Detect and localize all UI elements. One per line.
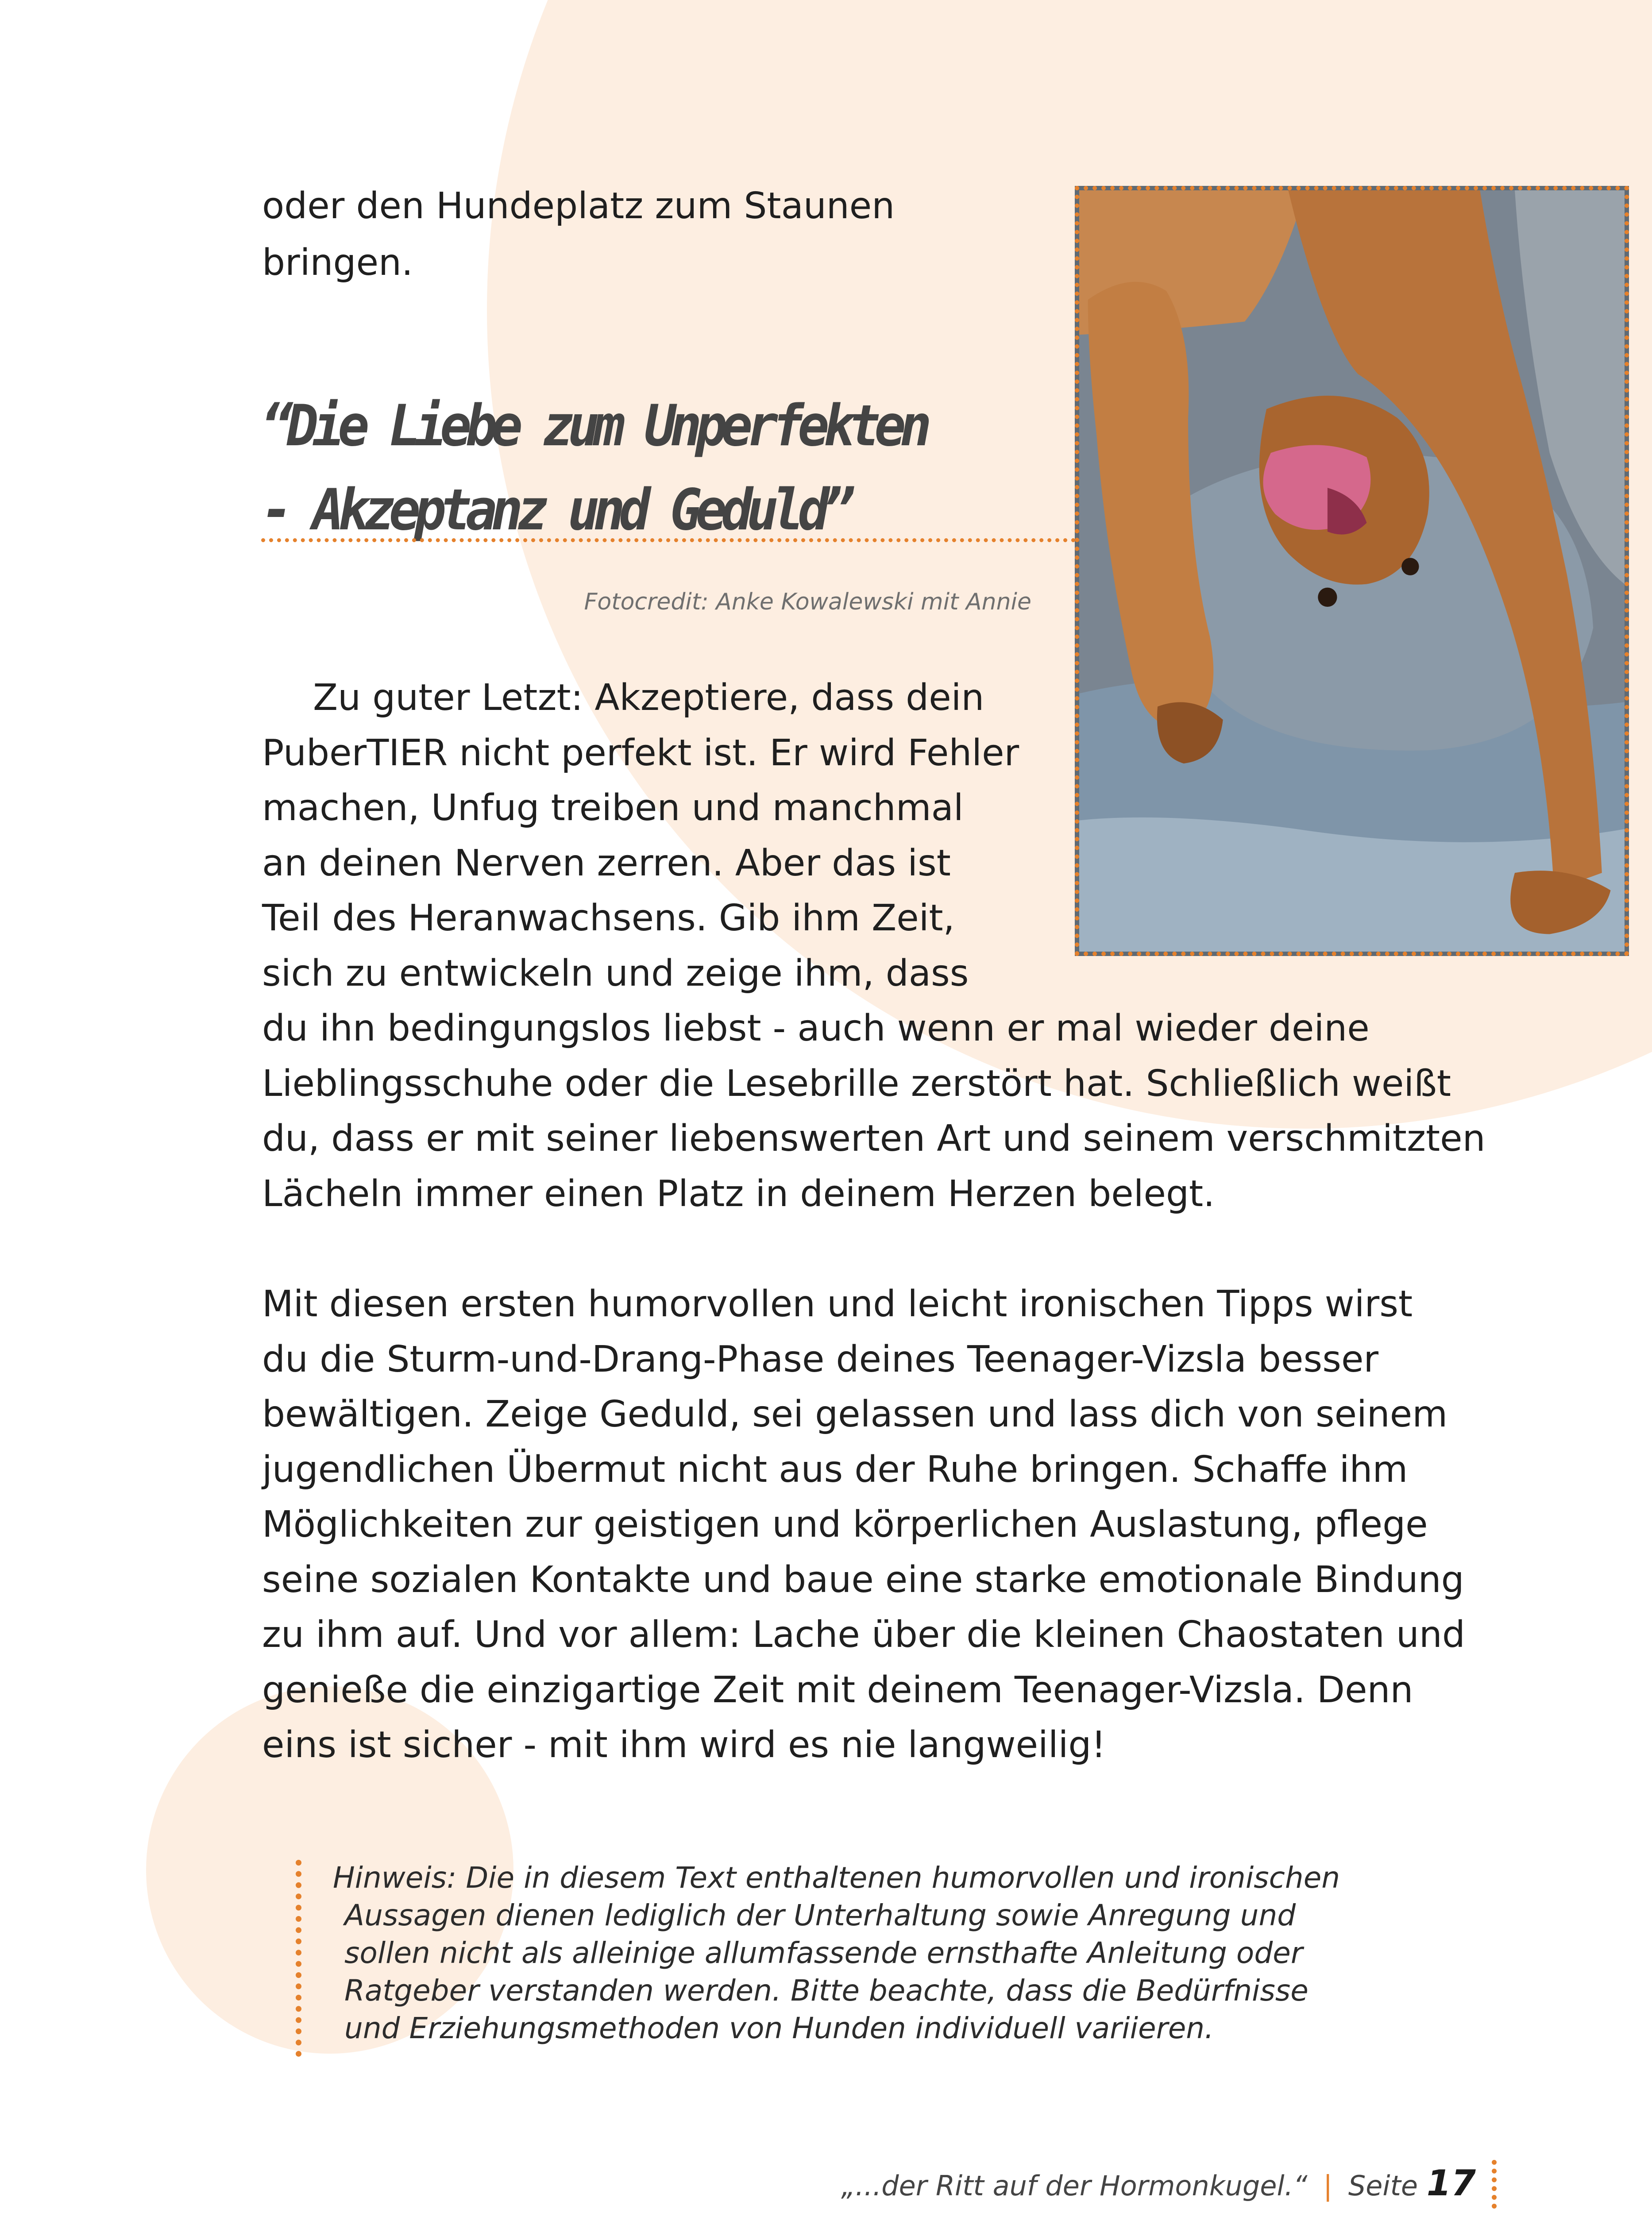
paragraph-line: Mit diesen ersten humorvollen und leicht ironischen Tipps wirst — [262, 1283, 1413, 1325]
footer-separator: | — [1323, 2170, 1333, 2202]
paragraph-acceptance — [262, 671, 1484, 1222]
intro-line: oder den Hundeplatz zum Staunen — [262, 185, 895, 227]
paragraph-line: machen, Unfug treiben und manchmal — [262, 787, 964, 829]
page-footer — [841, 2163, 1476, 2204]
intro-paragraph — [262, 178, 1059, 291]
section-heading — [261, 384, 1043, 552]
photo-caption: Fotocredit: Anke Kowalewski mit Annie — [584, 589, 1031, 615]
paragraph-line: an deinen Nerven zerren. Aber das ist — [262, 842, 951, 884]
paragraph-line: Möglichkeiten zur geistigen und körperlichen Auslastung, pflege — [262, 1504, 1428, 1546]
heading-line-1: “Die Liebe zum Unperfekten — [261, 393, 926, 459]
footer-dotted-bar — [1492, 2160, 1497, 2209]
note-line: und Erziehungsmethoden von Hunden individuell variieren. — [344, 2011, 1214, 2045]
paragraph-line: bewältigen. Zeige Geduld, sei gelassen und lass dich von seinem — [262, 1393, 1448, 1435]
paragraph-line: genieße die einzigartige Zeit mit deinem Teenager-Vizsla. Denn — [262, 1669, 1413, 1711]
footer-book-title: „...der Ritt auf der Hormonkugel.“ — [841, 2170, 1308, 2202]
paragraph-line: Zu guter Letzt: Akzeptiere, dass dein — [313, 677, 984, 719]
heading-dotted-underline — [261, 538, 1076, 542]
note-line: Hinweis: Die in diesem Text enthaltenen humorvollen und ironischen — [333, 1861, 1340, 1895]
paragraph-line: du ihn bedingungslos liebst - auch wenn er mal wieder deine — [262, 1007, 1370, 1049]
note-line: Aussagen dienen lediglich der Unterhaltung sowie Anregung und — [344, 1898, 1296, 1932]
intro-line: bringen. — [262, 242, 413, 284]
paragraph-line: eins ist sicher - mit ihm wird es nie langweilig! — [262, 1724, 1106, 1766]
paragraph-line: jugendlichen Übermut nicht aus der Ruhe bringen. Schaffe ihm — [262, 1448, 1408, 1491]
disclaimer-note — [333, 1859, 1351, 2047]
note-line: Ratgeber verstanden werden. Bitte beachte, dass die Bedürfnisse — [344, 1974, 1308, 2008]
paragraph-line: zu ihm auf. Und vor allem: Lache über die kleinen Chaostaten und — [262, 1614, 1465, 1656]
paragraph-line: Lächeln immer einen Platz in deinem Herzen belegt. — [262, 1172, 1215, 1215]
paragraph-line: du, dass er mit seiner liebenswerten Art und seinem verschmitzten — [262, 1118, 1486, 1160]
paragraph-line: Teil des Heranwachsens. Gib ihm Zeit, — [262, 897, 955, 939]
paragraph-line: sich zu entwickeln und zeige ihm, dass — [262, 952, 969, 995]
page-number: 17 — [1426, 2163, 1476, 2204]
paragraph-line: Lieblingsschuhe oder die Lesebrille zerstört hat. Schließlich weißt — [262, 1062, 1451, 1105]
paragraph-line: du die Sturm-und-Drang-Phase deines Teenager-Vizsla besser — [262, 1338, 1379, 1380]
heading-line-2: - Akzeptanz und Geduld” — [261, 477, 849, 543]
paragraph-line: PuberTIER nicht perfekt ist. Er wird Fehler — [262, 732, 1019, 774]
paragraph-line: seine sozialen Kontakte und baue eine starke emotionale Bindung — [262, 1558, 1464, 1601]
note-dotted-bar — [296, 1860, 301, 2057]
footer-page-label: Seite — [1348, 2170, 1418, 2202]
paragraph-conclusion — [262, 1277, 1484, 1773]
note-line: sollen nicht als alleinige allumfassende ernsthafte Anleitung oder — [344, 1936, 1303, 1970]
